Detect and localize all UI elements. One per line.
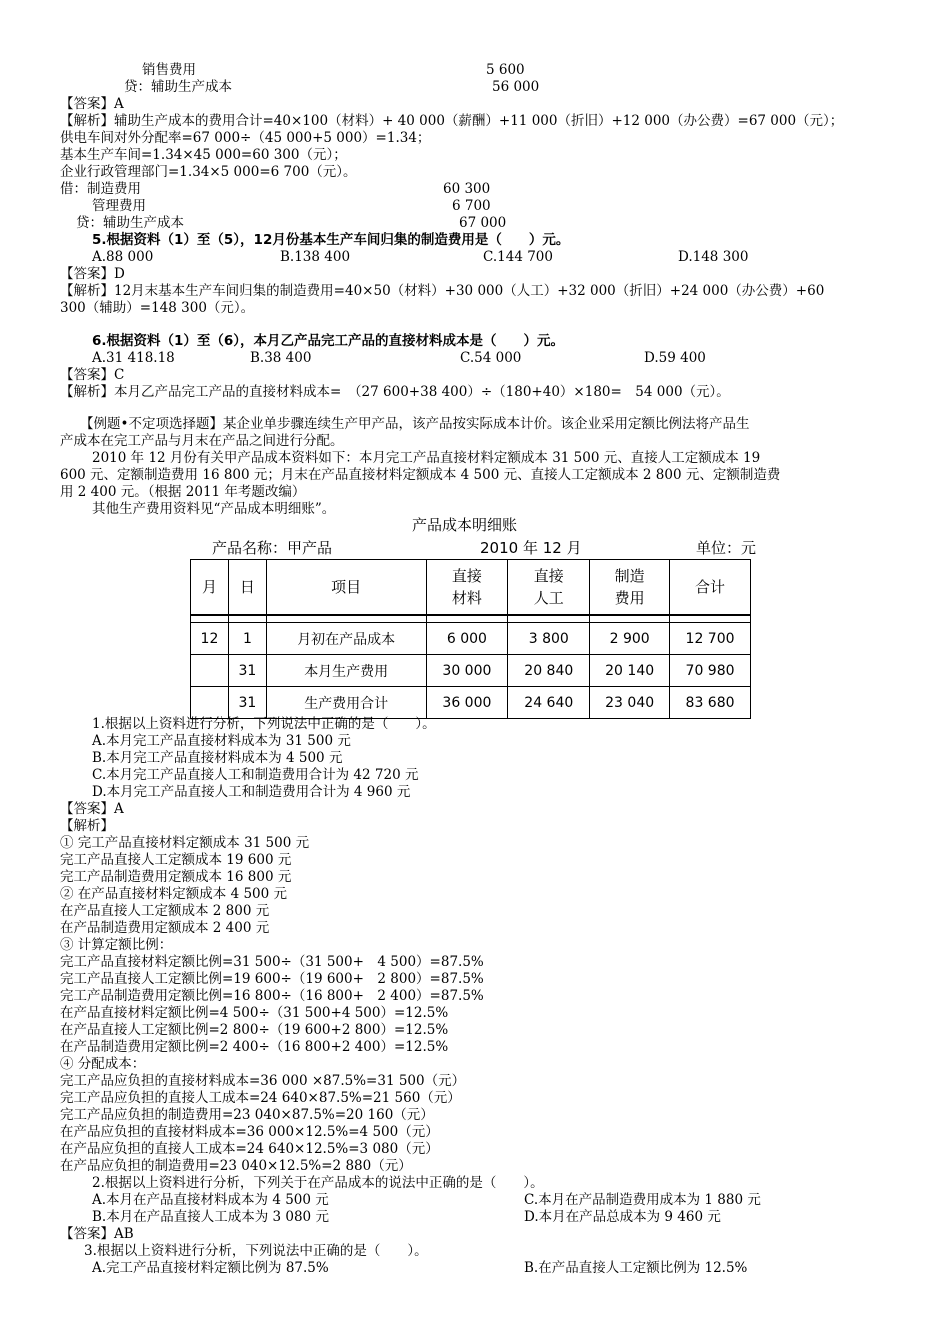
- text-line: 1.根据以上资料进行分析，下列说法中正确的是（ ）。: [92, 716, 436, 732]
- cell: 70 980: [670, 655, 751, 687]
- text-line: C.144 700: [483, 249, 553, 265]
- header-day: 日: [228, 560, 266, 616]
- text-line: B.本月在产品直接人工成本为 3 080 元: [92, 1209, 329, 1225]
- text-line: 在产品直接材料定额比例=4 500÷（31 500+4 500）=12.5%: [60, 1005, 449, 1021]
- cell: 2 900: [590, 623, 670, 655]
- text-line: 6 700: [452, 198, 491, 214]
- text-line: 管理费用: [92, 198, 146, 214]
- cell: 1: [228, 623, 266, 655]
- text-line: C.本月在产品制造费用成本为 1 880 元: [524, 1192, 761, 1208]
- text-line: 【解析】: [60, 818, 114, 834]
- cell: 6 000: [426, 623, 508, 655]
- text-line: 2010 年 12 月份有关甲产品成本资料如下：本月完工产品直接材料定额成本 31 500 元、直接人工定额成本 19: [92, 450, 761, 466]
- ledger-unit: 单位：元: [696, 539, 757, 557]
- cell: 生产费用合计: [266, 687, 426, 719]
- header-month: 月: [191, 560, 229, 616]
- ledger-period: 2010 年 12 月: [480, 539, 582, 557]
- text-line: D.本月在产品总成本为 9 460 元: [524, 1209, 721, 1225]
- text-line: 其他生产费用资料见“产品成本明细账”。: [92, 501, 336, 517]
- text-line: 5.根据资料（1）至（5），12月份基本生产车间归集的制造费用是（ ）元。: [92, 232, 570, 248]
- cell: [191, 687, 229, 719]
- cell: 月初在产品成本: [266, 623, 426, 655]
- text-line: B.138 400: [280, 249, 351, 265]
- header-overhead: 制造 费用: [590, 560, 670, 616]
- text-line: 完工产品应负担的直接材料成本=36 000 ×87.5%=31 500（元）: [60, 1073, 466, 1089]
- text-line: 在产品直接人工定额比例=2 800÷（19 600+2 800）=12.5%: [60, 1022, 449, 1038]
- text-line: 在产品直接人工定额成本 2 800 元: [60, 903, 270, 919]
- table-row: [191, 687, 751, 719]
- text-line: 完工产品直接人工定额比例=19 600÷（19 600+ 2 800）=87.5%: [60, 971, 484, 987]
- cell: 23 040: [590, 687, 670, 719]
- text-line: 企业行政管理部门=1.34×5 000=6 700（元）。: [60, 164, 357, 180]
- table-header-row: [191, 560, 751, 616]
- cell: 31: [228, 655, 266, 687]
- text-line: 贷：辅助生产成本: [124, 79, 232, 95]
- text-line: 56 000: [492, 79, 540, 95]
- text-line: ④ 分配成本：: [60, 1056, 146, 1072]
- table-row: [191, 655, 751, 687]
- text-line: 在产品应负担的直接人工成本=24 640×12.5%=3 080（元）: [60, 1141, 439, 1157]
- text-line: 5 600: [486, 62, 525, 78]
- text-line: 300（辅助）=148 300（元）。: [60, 300, 255, 316]
- text-line: 【答案】A: [60, 96, 124, 112]
- text-line: A.完工产品直接材料定额比例为 87.5%: [92, 1260, 329, 1276]
- text-line: A.本月完工产品直接材料成本为 31 500 元: [92, 733, 351, 749]
- cell: 24 640: [508, 687, 590, 719]
- text-line: 完工产品制造费用定额成本 16 800 元: [60, 869, 292, 885]
- cell: 36 000: [426, 687, 508, 719]
- text-line: 6.根据资料（1）至（6），本月乙产品完工产品的直接材料成本是（ ）元。: [92, 333, 565, 349]
- text-line: 在产品制造费用定额比例=2 400÷（16 800+2 400）=12.5%: [60, 1039, 449, 1055]
- text-line: 产成本在完工产品与月末在产品之间进行分配。: [60, 433, 344, 449]
- text-line: 【解析】本月乙产品完工产品的直接材料成本= （27 600+38 400）÷（180+40）×180= 54 000（元）。: [60, 384, 730, 400]
- cell: [191, 655, 229, 687]
- text-line: 【答案】D: [60, 266, 125, 282]
- cell: 30 000: [426, 655, 508, 687]
- text-line: B.在产品直接人工定额比例为 12.5%: [524, 1260, 748, 1276]
- text-line: 完工产品直接人工定额成本 19 600 元: [60, 852, 292, 868]
- text-line: 在产品应负担的制造费用=23 040×12.5%=2 880（元）: [60, 1158, 412, 1174]
- text-line: 基本生产车间=1.34×45 000=60 300（元）；: [60, 147, 347, 163]
- cell: 83 680: [670, 687, 751, 719]
- cell: 3 800: [508, 623, 590, 655]
- cell: 本月生产费用: [266, 655, 426, 687]
- text-line: 在产品应负担的直接材料成本=36 000×12.5%=4 500（元）: [60, 1124, 439, 1140]
- text-line: 销售费用: [142, 62, 196, 78]
- text-line: C.本月完工产品直接人工和制造费用合计为 42 720 元: [92, 767, 419, 783]
- header-direct-labor: 直接 人工: [508, 560, 590, 616]
- text-line: B.本月完工产品直接材料成本为 4 500 元: [92, 750, 343, 766]
- text-line: A.本月在产品直接材料成本为 4 500 元: [92, 1192, 329, 1208]
- text-line: 2.根据以上资料进行分析，下列关于在产品成本的说法中正确的是（ ）。: [92, 1175, 544, 1191]
- text-line: C.54 000: [460, 350, 522, 366]
- cost-ledger-table: [190, 559, 751, 719]
- text-line: 【答案】C: [60, 367, 125, 383]
- text-line: 600 元、定额制造费用 16 800 元；月末在产品直接材料定额成本 4 500 元、直接人工定额成本 2 800 元、定额制造费: [60, 467, 781, 483]
- text-line: 完工产品直接材料定额比例=31 500÷（31 500+ 4 500）=87.5%: [60, 954, 484, 970]
- text-line: 在产品制造费用定额成本 2 400 元: [60, 920, 270, 936]
- text-line: ② 在产品直接材料定额成本 4 500 元: [60, 886, 288, 902]
- text-line: B.38 400: [250, 350, 312, 366]
- text-line: 【解析】12月末基本生产车间归集的制造费用=40×50（材料）+30 000（人工）+32 000（折旧）+24 000（办公费）+60: [60, 283, 825, 299]
- text-line: 完工产品制造费用定额比例=16 800÷（16 800+ 2 400）=87.5%: [60, 988, 484, 1004]
- text-line: 【解析】辅助生产成本的费用合计=40×100（材料）+ 40 000（薪酬）+11 000（折旧）+12 000（办公费）=67 000（元）；: [60, 113, 844, 129]
- ledger-title: 产品成本明细账: [412, 516, 518, 534]
- header-total: 合计: [670, 560, 751, 616]
- cell: 12: [191, 623, 229, 655]
- cell: 12 700: [670, 623, 751, 655]
- table-row: [191, 623, 751, 655]
- text-line: A.88 000: [92, 249, 154, 265]
- text-line: D.59 400: [644, 350, 706, 366]
- text-line: 3.根据以上资料进行分析，下列说法中正确的是（ ）。: [84, 1243, 428, 1259]
- text-line: 供电车间对外分配率=67 000÷（45 000+5 000）=1.34；: [60, 130, 431, 146]
- text-line: 完工产品应负担的直接人工成本=24 640×87.5%=21 560（元）: [60, 1090, 461, 1106]
- text-line: A.31 418.18: [92, 350, 175, 366]
- text-line: 完工产品应负担的制造费用=23 040×87.5%=20 160（元）: [60, 1107, 434, 1123]
- text-line: 贷：辅助生产成本: [76, 215, 184, 231]
- header-item: 项目: [266, 560, 426, 616]
- text-line: 借：制造费用: [60, 181, 141, 197]
- text-line: 67 000: [459, 215, 507, 231]
- cell: 31: [228, 687, 266, 719]
- text-line: 【例题•不定项选择题】某企业单步骤连续生产甲产品，该产品按实际成本计价。该企业采用定额比例法将产品生: [80, 416, 750, 432]
- text-line: 【答案】AB: [60, 1226, 134, 1242]
- table-gap-row: [191, 615, 751, 623]
- text-line: D.本月完工产品直接人工和制造费用合计为 4 960 元: [92, 784, 411, 800]
- text-line: ③ 计算定额比例：: [60, 937, 173, 953]
- text-line: ① 完工产品直接材料定额成本 31 500 元: [60, 835, 310, 851]
- cell: 20 140: [590, 655, 670, 687]
- text-line: 用 2 400 元。（根据 2011 年考题改编）: [60, 484, 306, 500]
- header-direct-material: 直接 材料: [426, 560, 508, 616]
- text-line: D.148 300: [678, 249, 749, 265]
- cell: 20 840: [508, 655, 590, 687]
- text-line: 60 300: [443, 181, 491, 197]
- ledger-product: 产品名称：甲产品: [212, 539, 333, 557]
- text-line: 【答案】A: [60, 801, 124, 817]
